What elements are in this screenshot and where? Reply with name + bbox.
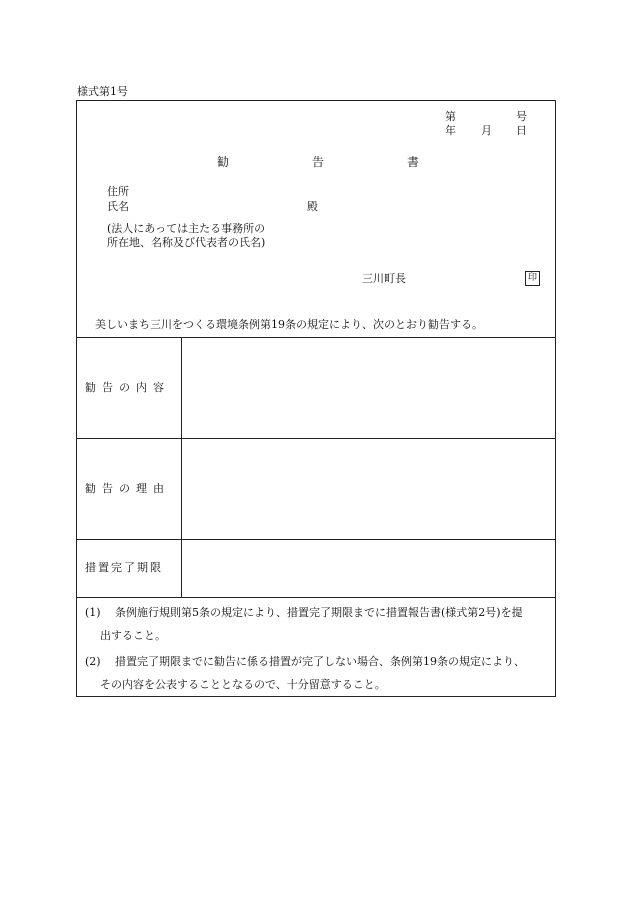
note-1-line1: 条例施行規則第5条の規定により、措置完了期限までに措置報告書(様式第2号)を提 — [115, 606, 523, 619]
doc-number-suffix: 号 — [516, 110, 527, 123]
row-label-deadline: 措置完了期限 — [85, 561, 163, 574]
note-1-number: (1) — [85, 606, 101, 619]
corporate-note-line1: (法人にあっては主たる事務所の — [107, 222, 266, 235]
name-label: 氏名 — [107, 200, 129, 213]
title-char-1: 勧 — [217, 155, 230, 169]
row-label-content: 勧告の内容 — [85, 381, 170, 394]
date-day: 日 — [516, 124, 527, 137]
divider-row1 — [77, 438, 555, 439]
issuer-title: 三川町長 — [362, 272, 406, 285]
address-label: 住所 — [107, 185, 129, 198]
advisory-form — [76, 100, 556, 697]
doc-number-prefix: 第 — [445, 110, 456, 123]
note-2-number: (2) — [85, 655, 101, 668]
title-char-2: 告 — [312, 155, 325, 169]
note-2-line2: その内容を公表することとなるので、十分留意すること。 — [100, 678, 386, 691]
note-1-line2: 出すること。 — [100, 629, 166, 642]
honorific: 殿 — [307, 200, 318, 213]
date-month: 月 — [481, 124, 492, 137]
divider-notes — [77, 597, 555, 598]
title-char-3: 書 — [407, 155, 420, 169]
seal-mark: 印 — [525, 271, 540, 286]
note-2-line1: 措置完了期限までに勧告に係る措置が完了しない場合、条例第19条の規定により、 — [115, 655, 525, 668]
row-label-reason: 勧告の理由 — [85, 482, 170, 495]
body-text: 美しいまち三川をつくる環境条例第19条の規定により、次のとおり勧告する。 — [95, 318, 483, 331]
divider-row2 — [77, 539, 555, 540]
divider-top — [77, 337, 555, 338]
date-year: 年 — [445, 124, 456, 137]
column-divider — [181, 337, 182, 597]
corporate-note-line2: 所在地、名称及び代表者の氏名) — [107, 236, 266, 249]
form-number: 様式第1号 — [77, 85, 128, 98]
